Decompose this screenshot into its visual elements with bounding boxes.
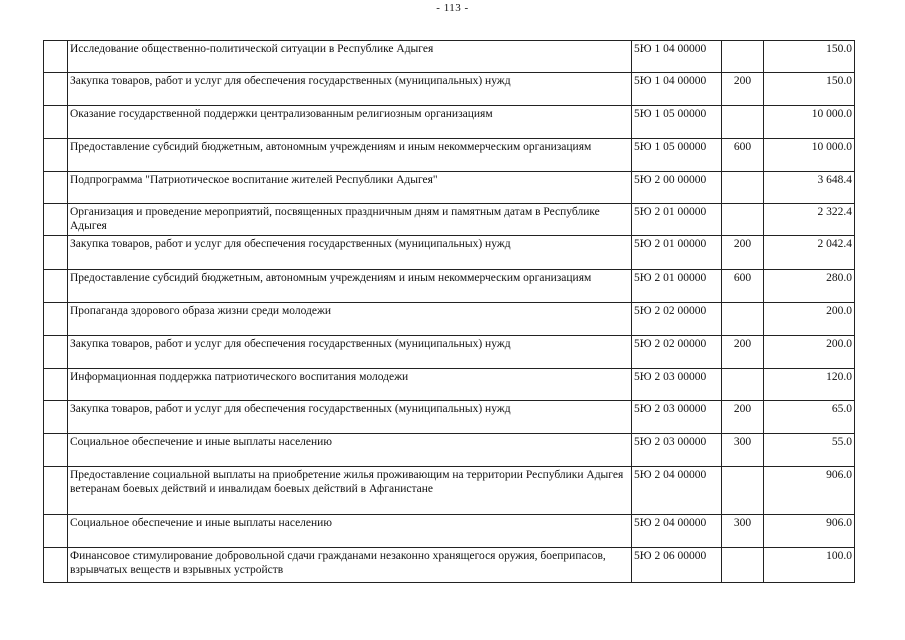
item-name-cell: Социальное обеспечение и иные выплаты населению: [68, 434, 632, 467]
row-margin-cell: [44, 515, 68, 548]
amount-cell: 150.0: [764, 73, 855, 106]
target-code-cell: 5Ю 2 04 00000: [632, 515, 722, 548]
amount-cell: 2 042.4: [764, 236, 855, 270]
amount-cell: 100.0: [764, 548, 855, 583]
expense-type-cell: [722, 204, 764, 236]
amount-cell: 65.0: [764, 401, 855, 434]
page-number: - 113 -: [436, 2, 469, 14]
amount-cell: 150.0: [764, 41, 855, 73]
expense-type-cell: 600: [722, 139, 764, 172]
row-margin-cell: [44, 434, 68, 467]
target-code-cell: 5Ю 2 01 00000: [632, 236, 722, 270]
row-margin-cell: [44, 139, 68, 172]
expense-type-cell: [722, 41, 764, 73]
row-margin-cell: [44, 41, 68, 73]
row-margin-cell: [44, 467, 68, 515]
amount-cell: 200.0: [764, 336, 855, 369]
expense-type-cell: 600: [722, 270, 764, 303]
item-name-cell: Социальное обеспечение и иные выплаты населению: [68, 515, 632, 548]
amount-cell: 120.0: [764, 369, 855, 401]
table-row: [44, 41, 855, 73]
item-name-cell: Пропаганда здорового образа жизни среди молодежи: [68, 303, 632, 336]
expense-type-cell: [722, 303, 764, 336]
row-margin-cell: [44, 236, 68, 270]
item-name-cell: Предоставление социальной выплаты на приобретение жилья проживающим на территории Республики Адыгея ветеранам боевых действий и инвалидам боевых действий в Афганистане: [68, 467, 632, 515]
target-code-cell: 5Ю 2 03 00000: [632, 401, 722, 434]
table-row: [44, 204, 855, 236]
target-code-cell: 5Ю 2 01 00000: [632, 270, 722, 303]
target-code-cell: 5Ю 2 03 00000: [632, 434, 722, 467]
item-name-cell: Предоставление субсидий бюджетным, автономным учреждениям и иным некоммерческим организациям: [68, 270, 632, 303]
table-row: [44, 172, 855, 204]
amount-cell: 280.0: [764, 270, 855, 303]
row-margin-cell: [44, 336, 68, 369]
row-margin-cell: [44, 303, 68, 336]
expense-type-cell: 300: [722, 515, 764, 548]
target-code-cell: 5Ю 2 00 00000: [632, 172, 722, 204]
item-name-cell: Оказание государственной поддержки централизованным религиозным организациям: [68, 106, 632, 139]
budget-table-body: [44, 41, 855, 583]
table-row: [44, 73, 855, 106]
table-row: [44, 401, 855, 434]
row-margin-cell: [44, 172, 68, 204]
target-code-cell: 5Ю 2 01 00000: [632, 204, 722, 236]
target-code-cell: 5Ю 2 04 00000: [632, 467, 722, 515]
table-row: [44, 369, 855, 401]
target-code-cell: 5Ю 2 02 00000: [632, 336, 722, 369]
expense-type-cell: 200: [722, 236, 764, 270]
table-row: [44, 434, 855, 467]
table-row: [44, 236, 855, 270]
expense-type-cell: [722, 467, 764, 515]
expense-type-cell: [722, 172, 764, 204]
target-code-cell: 5Ю 1 04 00000: [632, 73, 722, 106]
item-name-cell: Закупка товаров, работ и услуг для обеспечения государственных (муниципальных) нужд: [68, 73, 632, 106]
expense-type-cell: 300: [722, 434, 764, 467]
amount-cell: 906.0: [764, 515, 855, 548]
expense-type-cell: [722, 106, 764, 139]
item-name-cell: Закупка товаров, работ и услуг для обеспечения государственных (муниципальных) нужд: [68, 401, 632, 434]
budget-table: [43, 40, 855, 583]
item-name-cell: Исследование общественно-политической ситуации в Республике Адыгея: [68, 41, 632, 73]
amount-cell: 2 322.4: [764, 204, 855, 236]
table-row: [44, 336, 855, 369]
item-name-cell: Подпрограмма "Патриотическое воспитание жителей Республики Адыгея": [68, 172, 632, 204]
table-row: [44, 139, 855, 172]
amount-cell: 200.0: [764, 303, 855, 336]
target-code-cell: 5Ю 2 06 00000: [632, 548, 722, 583]
row-margin-cell: [44, 73, 68, 106]
amount-cell: 906.0: [764, 467, 855, 515]
row-margin-cell: [44, 270, 68, 303]
table-row: [44, 270, 855, 303]
amount-cell: 10 000.0: [764, 106, 855, 139]
item-name-cell: Закупка товаров, работ и услуг для обеспечения государственных (муниципальных) нужд: [68, 236, 632, 270]
amount-cell: 55.0: [764, 434, 855, 467]
row-margin-cell: [44, 369, 68, 401]
item-name-cell: Организация и проведение мероприятий, посвященных праздничным дням и памятным датам в Республике Адыгея: [68, 204, 632, 236]
item-name-cell: Закупка товаров, работ и услуг для обеспечения государственных (муниципальных) нужд: [68, 336, 632, 369]
expense-type-cell: 200: [722, 336, 764, 369]
target-code-cell: 5Ю 1 05 00000: [632, 106, 722, 139]
row-margin-cell: [44, 401, 68, 434]
amount-cell: 3 648.4: [764, 172, 855, 204]
target-code-cell: 5Ю 2 02 00000: [632, 303, 722, 336]
expense-type-cell: 200: [722, 73, 764, 106]
expense-type-cell: 200: [722, 401, 764, 434]
table-row: [44, 303, 855, 336]
amount-cell: 10 000.0: [764, 139, 855, 172]
row-margin-cell: [44, 204, 68, 236]
item-name-cell: Информационная поддержка патриотического воспитания молодежи: [68, 369, 632, 401]
table-row: [44, 548, 855, 583]
target-code-cell: 5Ю 1 04 00000: [632, 41, 722, 73]
table-row: [44, 106, 855, 139]
expense-type-cell: [722, 369, 764, 401]
target-code-cell: 5Ю 2 03 00000: [632, 369, 722, 401]
table-row: [44, 515, 855, 548]
row-margin-cell: [44, 106, 68, 139]
table-row: [44, 467, 855, 515]
expense-type-cell: [722, 548, 764, 583]
row-margin-cell: [44, 548, 68, 583]
target-code-cell: 5Ю 1 05 00000: [632, 139, 722, 172]
item-name-cell: Финансовое стимулирование добровольной сдачи гражданами незаконно хранящегося оружия, боеприпасов, взрывчатых веществ и взрывных устройств: [68, 548, 632, 583]
item-name-cell: Предоставление субсидий бюджетным, автономным учреждениям и иным некоммерческим организациям: [68, 139, 632, 172]
